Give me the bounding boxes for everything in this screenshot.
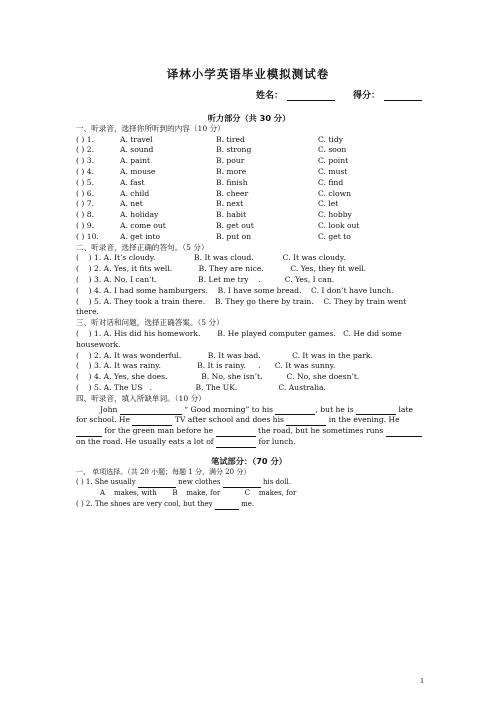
name-score-row [256, 88, 422, 101]
part4-heading: 四、听录音，填入所缺单词。（10 分） [76, 393, 206, 403]
option-b: B. put on [216, 231, 252, 241]
part3-list [76, 329, 422, 394]
cloze-text: for the green man before he [104, 426, 214, 436]
option-b: B. cheer [216, 188, 249, 198]
name-field[interactable] [287, 91, 335, 101]
answer-blank[interactable] [223, 479, 261, 488]
question-number: ( ) 10. [76, 231, 99, 241]
question-text: ( ) 1. She usually [76, 478, 136, 487]
cloze-text: “ Good morning” to his [184, 404, 274, 414]
cloze-text: TV after school and does his [174, 415, 284, 425]
question-number: ( ) 1. [76, 134, 94, 144]
option-a: A. sound [120, 145, 154, 155]
option-c: C. clown [318, 188, 352, 198]
cloze-text: for lunch. [258, 436, 296, 446]
question-row: ( ) 5. A. The US . B. The UK. C. Australia. [76, 382, 326, 392]
option-c: C. look out [318, 220, 360, 230]
question-row: ( ) 5. A. They took a train there. B. They go there by train. C. They by train went there. [76, 296, 409, 317]
cloze-blank[interactable] [216, 439, 256, 448]
part2-heading: 二、听录音，选择正确的答句。（5 分） [76, 242, 209, 252]
question-row [76, 156, 422, 167]
cloze-blank[interactable] [356, 406, 396, 415]
answer-blank[interactable] [138, 479, 176, 488]
question-row: ( ) 3. A. No, I can’t. B. Let me try . C. Yes, I can. [76, 274, 335, 284]
question-row: ( ) 1. A. It’s cloudy. B. It was cloud. C. It was cloudy. [76, 253, 346, 263]
option-a: A. travel [120, 134, 153, 144]
question-row [76, 167, 422, 178]
option-b: B. habit [216, 210, 247, 220]
question-row [76, 232, 422, 243]
option-b: B. strong [216, 145, 252, 155]
option-b: B. finish [216, 177, 248, 187]
question-text: his doll. [262, 478, 291, 487]
question-row [76, 145, 422, 156]
written-question-1 [76, 477, 422, 488]
cloze-text: John [100, 404, 118, 414]
option-b: B. get out [216, 220, 254, 230]
option-c: C. must [318, 166, 348, 176]
question-text: ( ) 2. The shoes are very cool, but they [76, 499, 213, 508]
option-a: A. come out [120, 220, 166, 230]
question-text: me. [241, 499, 255, 508]
listening-section-title: 听力部分（共 30 分） [207, 113, 291, 123]
cloze-text: on the road. He usually eats a lot of [76, 436, 214, 446]
option-c: C. let [318, 199, 339, 209]
score-field[interactable] [384, 91, 422, 101]
question-number: ( ) 7. [76, 199, 94, 209]
written-section-title: 笔试部分：（70 分） [211, 455, 287, 466]
question-number: ( ) 6. [76, 188, 94, 198]
question-number: ( ) 3. [76, 156, 94, 166]
question-number: ( ) 8. [76, 210, 94, 220]
part1-list [76, 135, 422, 243]
answer-blank[interactable] [215, 501, 239, 510]
written-question-2 [76, 499, 422, 510]
option-c: C. find [318, 177, 344, 187]
question-row [76, 199, 422, 210]
option-a: A. fast [120, 177, 145, 187]
cloze-blank[interactable] [76, 428, 102, 437]
option-b: B. next [216, 199, 244, 209]
question-number: ( ) 4. [76, 166, 94, 176]
option-a: A. paint [120, 156, 151, 166]
question-row: ( ) 1. A. His did his homework. B. He played computer games. C. He did some housework. [76, 328, 405, 349]
name-label: 姓名： [255, 91, 283, 101]
cloze-text: the road, but he sometimes runs [258, 426, 384, 436]
question-row: ( ) 4. A. I had some hamburgers. B. I have some bread. C. I don’t have lunch. [76, 285, 394, 295]
question-row: ( ) 2. A. Yes, it fits well. B. They are nice. C. Yes, they fit well. [76, 264, 367, 274]
option-b: B. more [216, 166, 247, 176]
option-a: A. get into [120, 231, 161, 241]
cloze-blank[interactable] [275, 406, 315, 415]
question-row [76, 189, 422, 200]
exam-content [76, 113, 422, 510]
question-row: ( ) 2. A. It was wonderful. B. It was bad. C. It was in the park. [76, 350, 373, 360]
question-number: ( ) 2. [76, 145, 94, 155]
question-row [76, 221, 422, 232]
option-c: C. tidy [318, 134, 343, 144]
cloze-blank[interactable] [286, 417, 326, 426]
option-c: C. hobby [318, 210, 352, 220]
page-number: 1 [420, 677, 425, 685]
question-number: ( ) 5. [76, 177, 94, 187]
question-row [76, 178, 422, 189]
cloze-text: in the evening. He [328, 415, 400, 425]
cloze-blank[interactable] [216, 428, 256, 437]
option-b: B. tired [216, 134, 245, 144]
option-a: A. holiday [120, 210, 159, 220]
cloze-text: late for school. He [76, 404, 414, 425]
cloze-blank[interactable] [120, 406, 182, 415]
part2-list [76, 253, 422, 318]
option-b: B. pour [216, 156, 245, 166]
page-title: 译林小学英语毕业模拟测试卷 [166, 67, 330, 81]
written-part1-heading: 一、 单项选择。（共 20 小题；每题 1 分，满分 20 分） [76, 467, 251, 476]
question-row [76, 135, 422, 146]
question-row [76, 210, 422, 221]
question-row: ( ) 4. A. Yes, she does. B. No, she isn’t. C. No, she doesn’t. [76, 372, 360, 382]
option-c: C. get to [318, 231, 351, 241]
score-label: 得分： [352, 91, 380, 101]
part3-heading: 三、听对话和问题，选择正确答案。（5 分） [76, 318, 224, 328]
question-number: ( ) 9. [76, 220, 94, 230]
cloze-paragraph [76, 405, 422, 448]
option-a: A. mouse [120, 166, 156, 176]
option-c: C. soon [318, 145, 347, 155]
cloze-blank[interactable] [132, 417, 172, 426]
option-a: A. child [120, 188, 150, 198]
option-a: A. net [120, 199, 143, 209]
question-text: new clothes [178, 478, 221, 487]
written-question-1-options: A makes, with B make, for C makes, for [100, 489, 297, 498]
option-c: C. point [318, 156, 349, 166]
part1-heading: 一、听录音，选择你所听到的内容（10 分） [76, 123, 225, 133]
question-row: ( ) 3. A. It was rainy. B. It is rainy. . C. It was sunny. [76, 361, 336, 371]
cloze-blank[interactable] [386, 428, 422, 437]
cloze-text: , but he is [315, 404, 354, 414]
